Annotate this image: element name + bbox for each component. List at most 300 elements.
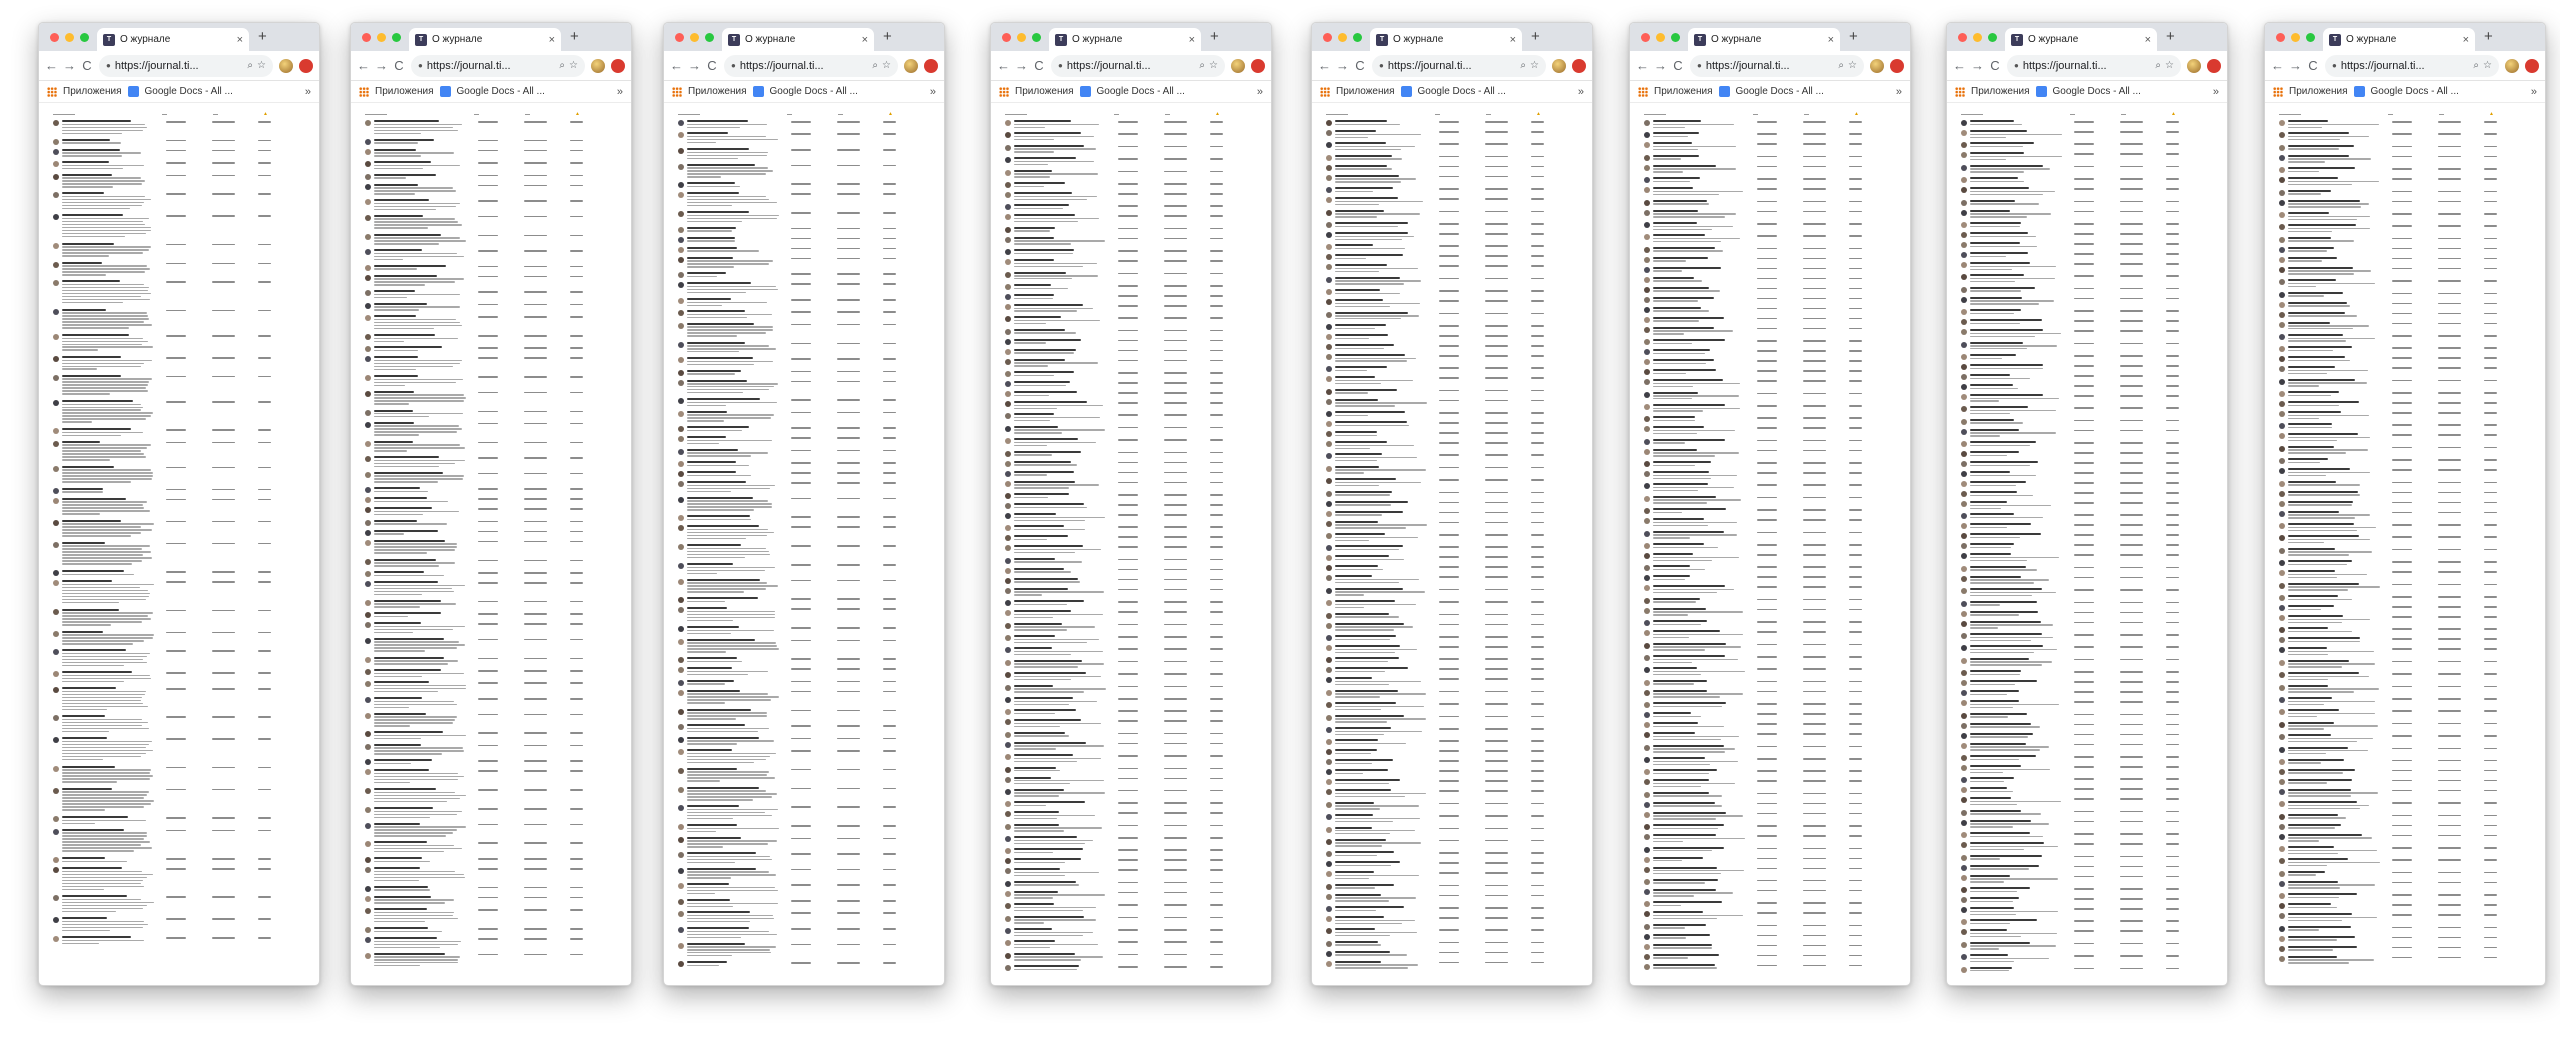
- table-row[interactable]: [1644, 415, 1900, 425]
- table-row[interactable]: [365, 173, 621, 183]
- author-name[interactable]: [1653, 911, 1703, 913]
- table-row[interactable]: [365, 558, 621, 570]
- author-name[interactable]: [1335, 600, 1395, 602]
- author-name[interactable]: [687, 515, 750, 517]
- author-name[interactable]: [62, 488, 103, 490]
- table-row[interactable]: [1326, 520, 1582, 532]
- table-row[interactable]: [1005, 470, 1261, 480]
- author-name[interactable]: [1970, 491, 2017, 493]
- table-row[interactable]: [1644, 316, 1900, 326]
- table-row[interactable]: [1326, 276, 1582, 288]
- author-name[interactable]: [1653, 496, 1716, 498]
- author-name[interactable]: [62, 356, 121, 358]
- author-name[interactable]: [1653, 934, 1710, 936]
- table-row[interactable]: [53, 736, 309, 764]
- table-row[interactable]: [1005, 119, 1261, 131]
- author-name[interactable]: [374, 540, 445, 542]
- author-name[interactable]: [1014, 777, 1051, 779]
- table-row[interactable]: [1326, 726, 1582, 738]
- table-row[interactable]: [2279, 211, 2535, 223]
- reload-button[interactable]: C: [1034, 58, 1044, 73]
- author-name[interactable]: [1335, 521, 1378, 523]
- minimize-window-button[interactable]: [1338, 33, 1347, 42]
- extension-red-icon[interactable]: [924, 59, 938, 73]
- author-name[interactable]: [687, 911, 750, 913]
- author-name[interactable]: [1653, 379, 1723, 381]
- author-name[interactable]: [1970, 887, 2030, 889]
- table-row[interactable]: [1961, 428, 2217, 440]
- table-row[interactable]: [1961, 689, 2217, 699]
- table-row[interactable]: [365, 570, 621, 580]
- author-name[interactable]: [1970, 441, 2036, 443]
- table-row[interactable]: [1005, 890, 1261, 902]
- author-name[interactable]: [687, 211, 749, 213]
- table-row[interactable]: [365, 926, 621, 936]
- table-row[interactable]: [53, 333, 309, 355]
- sort-star-icon[interactable]: ▲: [263, 111, 268, 117]
- table-row[interactable]: [678, 448, 934, 460]
- author-name[interactable]: [1014, 132, 1081, 134]
- table-row[interactable]: [1644, 910, 1900, 922]
- author-name[interactable]: [2288, 200, 2360, 202]
- table-row[interactable]: [1326, 622, 1582, 634]
- close-tab-icon[interactable]: ×: [2462, 33, 2469, 46]
- author-name[interactable]: [2288, 423, 2332, 425]
- bookmark-star-icon[interactable]: ☆: [2483, 60, 2492, 71]
- table-row[interactable]: [1961, 786, 2217, 796]
- table-row[interactable]: [1644, 943, 1900, 953]
- table-row[interactable]: [678, 867, 934, 883]
- table-row[interactable]: [1005, 437, 1261, 449]
- author-name[interactable]: [1970, 576, 2021, 578]
- author-name[interactable]: [1335, 702, 1396, 704]
- table-row[interactable]: [1961, 273, 2217, 285]
- table-row[interactable]: [2279, 582, 2535, 594]
- author-name[interactable]: [1970, 242, 2020, 244]
- author-name[interactable]: [1970, 394, 2043, 396]
- author-name[interactable]: [1335, 802, 1374, 804]
- author-name[interactable]: [374, 953, 445, 955]
- table-row[interactable]: [1644, 866, 1900, 878]
- author-name[interactable]: [1335, 667, 1408, 669]
- author-name[interactable]: [1653, 769, 1717, 771]
- table-row[interactable]: [1644, 953, 1900, 963]
- author-name[interactable]: [374, 215, 423, 217]
- table-row[interactable]: [678, 910, 934, 926]
- author-name[interactable]: [1014, 249, 1074, 251]
- table-row[interactable]: [1644, 756, 1900, 768]
- table-row[interactable]: [1961, 587, 2217, 599]
- table-row[interactable]: [1961, 119, 2217, 129]
- table-row[interactable]: [365, 421, 621, 440]
- author-name[interactable]: [2288, 401, 2359, 403]
- extension-red-icon[interactable]: [611, 59, 625, 73]
- table-row[interactable]: [1644, 607, 1900, 619]
- maximize-window-button[interactable]: [392, 33, 401, 42]
- author-name[interactable]: [1653, 518, 1704, 520]
- address-bar[interactable]: [2007, 55, 2181, 77]
- author-name[interactable]: [2288, 615, 2343, 617]
- author-name[interactable]: [2288, 734, 2331, 736]
- author-name[interactable]: [62, 149, 120, 151]
- author-name[interactable]: [374, 769, 429, 771]
- table-row[interactable]: [2279, 659, 2535, 671]
- table-row[interactable]: [1644, 348, 1900, 358]
- author-name[interactable]: [374, 886, 428, 888]
- table-row[interactable]: [678, 514, 934, 524]
- table-row[interactable]: [1961, 600, 2217, 610]
- author-name[interactable]: [1335, 575, 1372, 577]
- author-name[interactable]: [1014, 513, 1056, 515]
- bookmark-apps[interactable]: Приложения: [688, 86, 747, 97]
- author-name[interactable]: [1335, 739, 1378, 741]
- table-row[interactable]: [1326, 778, 1582, 788]
- table-row[interactable]: [1961, 440, 2217, 450]
- author-name[interactable]: [374, 759, 432, 761]
- table-row[interactable]: [1326, 174, 1582, 186]
- author-name[interactable]: [2288, 548, 2335, 550]
- reload-button[interactable]: C: [1355, 58, 1365, 73]
- table-row[interactable]: [365, 519, 621, 529]
- author-name[interactable]: [1653, 575, 1690, 577]
- table-row[interactable]: [53, 648, 309, 670]
- author-name[interactable]: [374, 807, 433, 809]
- table-row[interactable]: [53, 608, 309, 630]
- author-name[interactable]: [687, 852, 756, 854]
- author-name[interactable]: [1970, 611, 2038, 613]
- table-row[interactable]: [1005, 800, 1261, 810]
- author-name[interactable]: [1014, 623, 1062, 625]
- author-name[interactable]: [1970, 588, 2042, 590]
- table-row[interactable]: [1644, 378, 1900, 390]
- extension-avatar-icon[interactable]: [1552, 59, 1566, 73]
- table-row[interactable]: [1961, 221, 2217, 231]
- author-name[interactable]: [1014, 535, 1068, 537]
- table-row[interactable]: [1644, 425, 1900, 437]
- table-row[interactable]: [2279, 422, 2535, 432]
- author-name[interactable]: [1653, 142, 1692, 144]
- table-row[interactable]: [1961, 308, 2217, 318]
- table-row[interactable]: [1961, 928, 2217, 940]
- author-name[interactable]: [2288, 132, 2349, 134]
- table-row[interactable]: [365, 302, 621, 314]
- author-name[interactable]: [1014, 349, 1076, 351]
- table-row[interactable]: [1644, 823, 1900, 833]
- author-name[interactable]: [1014, 438, 1078, 440]
- maximize-window-button[interactable]: [2306, 33, 2315, 42]
- author-name[interactable]: [374, 612, 441, 614]
- bookmark-star-icon[interactable]: ☆: [2165, 60, 2174, 71]
- author-name[interactable]: [1335, 431, 1377, 433]
- author-name[interactable]: [1335, 635, 1396, 637]
- table-row[interactable]: [1644, 256, 1900, 266]
- table-row[interactable]: [1644, 276, 1900, 286]
- table-row[interactable]: [1005, 380, 1261, 390]
- author-name[interactable]: [1014, 858, 1081, 860]
- more-bookmarks-icon[interactable]: »: [1895, 85, 1902, 98]
- table-row[interactable]: [53, 374, 309, 399]
- zoom-icon[interactable]: ⌕: [247, 60, 254, 71]
- table-row[interactable]: [1961, 966, 2217, 976]
- table-row[interactable]: [365, 611, 621, 621]
- author-name[interactable]: [1653, 847, 1724, 849]
- table-row[interactable]: [53, 787, 309, 815]
- address-bar[interactable]: [1051, 55, 1225, 77]
- table-row[interactable]: [1961, 418, 2217, 428]
- table-row[interactable]: [2279, 604, 2535, 614]
- table-row[interactable]: [1326, 410, 1582, 420]
- table-row[interactable]: [365, 936, 621, 952]
- table-row[interactable]: [53, 670, 309, 686]
- author-name[interactable]: [1335, 906, 1404, 908]
- author-name[interactable]: [1335, 254, 1403, 256]
- table-row[interactable]: [1644, 689, 1900, 701]
- author-name[interactable]: [1335, 565, 1378, 567]
- table-row[interactable]: [1961, 383, 2217, 393]
- author-name[interactable]: [2288, 356, 2345, 358]
- table-row[interactable]: [1326, 243, 1582, 253]
- author-name[interactable]: [687, 380, 747, 382]
- author-name[interactable]: [1335, 677, 1372, 679]
- author-name[interactable]: [687, 544, 741, 546]
- table-row[interactable]: [1644, 791, 1900, 801]
- table-row[interactable]: [1005, 634, 1261, 646]
- author-name[interactable]: [1970, 566, 2026, 568]
- table-row[interactable]: [1961, 141, 2217, 151]
- author-name[interactable]: [2288, 292, 2343, 294]
- zoom-icon[interactable]: ⌕: [2473, 60, 2480, 71]
- author-name[interactable]: [1653, 802, 1715, 804]
- table-row[interactable]: [678, 226, 934, 236]
- new-tab-button[interactable]: +: [883, 28, 892, 45]
- author-name[interactable]: [374, 581, 438, 583]
- table-row[interactable]: [53, 427, 309, 439]
- author-name[interactable]: [1014, 461, 1071, 463]
- author-name[interactable]: [1335, 120, 1387, 122]
- zoom-icon[interactable]: ⌕: [872, 60, 879, 71]
- table-row[interactable]: [2279, 378, 2535, 390]
- table-row[interactable]: [1005, 544, 1261, 556]
- author-name[interactable]: [687, 525, 759, 527]
- author-name[interactable]: [1335, 951, 1390, 953]
- extension-avatar-icon[interactable]: [591, 59, 605, 73]
- table-row[interactable]: [2279, 445, 2535, 457]
- author-name[interactable]: [1014, 214, 1075, 216]
- table-row[interactable]: [1644, 246, 1900, 256]
- author-name[interactable]: [1014, 272, 1066, 274]
- table-row[interactable]: [1326, 430, 1582, 440]
- author-name[interactable]: [374, 199, 429, 201]
- author-name[interactable]: [1335, 366, 1387, 368]
- table-row[interactable]: [1326, 838, 1582, 850]
- author-name[interactable]: [374, 334, 435, 336]
- author-name[interactable]: [1335, 814, 1373, 816]
- author-name[interactable]: [374, 422, 414, 424]
- table-row[interactable]: [1961, 632, 2217, 644]
- author-name[interactable]: [1970, 690, 2019, 692]
- author-name[interactable]: [1970, 120, 2014, 122]
- author-name[interactable]: [1970, 700, 2019, 702]
- table-row[interactable]: [1326, 333, 1582, 343]
- table-row[interactable]: [1961, 764, 2217, 776]
- table-row[interactable]: [53, 465, 309, 487]
- author-name[interactable]: [1014, 170, 1052, 172]
- author-name[interactable]: [62, 609, 119, 611]
- table-row[interactable]: [1644, 721, 1900, 731]
- extension-red-icon[interactable]: [2525, 59, 2539, 73]
- author-name[interactable]: [2288, 570, 2335, 572]
- author-name[interactable]: [2288, 523, 2354, 525]
- close-tab-icon[interactable]: ×: [1827, 33, 1834, 46]
- author-name[interactable]: [1014, 120, 1071, 122]
- table-row[interactable]: [1961, 251, 2217, 261]
- table-row[interactable]: [1326, 288, 1582, 298]
- table-row[interactable]: [1644, 619, 1900, 629]
- table-row[interactable]: [365, 656, 621, 668]
- author-name[interactable]: [1970, 787, 2007, 789]
- author-name[interactable]: [1014, 237, 1054, 239]
- table-row[interactable]: [1005, 258, 1261, 270]
- author-name[interactable]: [1653, 257, 1708, 259]
- zoom-icon[interactable]: ⌕: [2155, 60, 2162, 71]
- table-row[interactable]: [1644, 933, 1900, 943]
- author-name[interactable]: [1014, 742, 1086, 744]
- table-row[interactable]: [1644, 221, 1900, 233]
- table-row[interactable]: [1005, 370, 1261, 380]
- author-name[interactable]: [1970, 200, 2015, 202]
- table-row[interactable]: [53, 856, 309, 866]
- table-row[interactable]: [53, 355, 309, 374]
- table-row[interactable]: [1644, 552, 1900, 564]
- table-row[interactable]: [678, 679, 934, 689]
- author-name[interactable]: [1014, 192, 1072, 194]
- table-row[interactable]: [1326, 298, 1582, 310]
- author-name[interactable]: [1970, 461, 2038, 463]
- author-name[interactable]: [1014, 401, 1087, 403]
- table-row[interactable]: [365, 374, 621, 390]
- more-bookmarks-icon[interactable]: »: [1256, 85, 1263, 98]
- author-name[interactable]: [374, 375, 418, 377]
- table-row[interactable]: [678, 379, 934, 398]
- author-name[interactable]: [2288, 190, 2331, 192]
- author-name[interactable]: [1653, 461, 1711, 463]
- table-row[interactable]: [678, 271, 934, 281]
- table-row[interactable]: [365, 621, 621, 637]
- author-name[interactable]: [1970, 471, 2010, 473]
- table-row[interactable]: [1005, 927, 1261, 939]
- bookmark-google-docs[interactable]: Google Docs - All ...: [1096, 86, 1185, 97]
- author-name[interactable]: [2288, 433, 2358, 435]
- table-row[interactable]: [1326, 510, 1582, 520]
- author-name[interactable]: [62, 375, 121, 377]
- author-name[interactable]: [687, 883, 729, 885]
- table-row[interactable]: [1644, 778, 1900, 790]
- table-row[interactable]: [1644, 296, 1900, 306]
- table-row[interactable]: [1961, 657, 2217, 669]
- author-name[interactable]: [1014, 767, 1056, 769]
- table-row[interactable]: [365, 885, 621, 895]
- table-row[interactable]: [1644, 744, 1900, 756]
- table-row[interactable]: [53, 497, 309, 519]
- back-button[interactable]: ←: [670, 58, 683, 73]
- table-row[interactable]: [1326, 714, 1582, 726]
- author-name[interactable]: [1335, 354, 1405, 356]
- table-row[interactable]: [1644, 711, 1900, 721]
- forward-button[interactable]: →: [63, 58, 76, 73]
- author-name[interactable]: [1970, 451, 2019, 453]
- table-row[interactable]: [1961, 712, 2217, 722]
- table-row[interactable]: [53, 261, 309, 280]
- author-name[interactable]: [1970, 743, 2026, 745]
- author-name[interactable]: [2288, 583, 2359, 585]
- close-tab-icon[interactable]: ×: [548, 33, 555, 46]
- table-row[interactable]: [1961, 620, 2217, 632]
- table-row[interactable]: [1644, 731, 1900, 743]
- close-window-button[interactable]: [2276, 33, 2285, 42]
- table-row[interactable]: [1961, 918, 2217, 928]
- close-window-button[interactable]: [675, 33, 684, 42]
- author-name[interactable]: [1335, 277, 1400, 279]
- author-name[interactable]: [1970, 621, 2041, 623]
- table-row[interactable]: [365, 712, 621, 731]
- author-name[interactable]: [1335, 312, 1408, 314]
- author-name[interactable]: [2288, 247, 2334, 249]
- table-row[interactable]: [678, 836, 934, 852]
- author-name[interactable]: [1970, 419, 2014, 421]
- table-row[interactable]: [1961, 480, 2217, 490]
- table-row[interactable]: [678, 708, 934, 724]
- author-name[interactable]: [374, 487, 420, 489]
- table-row[interactable]: [1644, 306, 1900, 316]
- author-name[interactable]: [687, 805, 739, 807]
- table-row[interactable]: [2279, 636, 2535, 646]
- author-name[interactable]: [1335, 324, 1386, 326]
- new-tab-button[interactable]: +: [1210, 28, 1219, 45]
- new-tab-button[interactable]: +: [2484, 28, 2493, 45]
- table-row[interactable]: [2279, 594, 2535, 604]
- author-name[interactable]: [687, 497, 753, 499]
- author-name[interactable]: [2288, 660, 2349, 662]
- table-row[interactable]: [365, 198, 621, 214]
- table-row[interactable]: [2279, 534, 2535, 546]
- author-name[interactable]: [1653, 620, 1707, 622]
- table-row[interactable]: [1961, 742, 2217, 754]
- author-name[interactable]: [1653, 222, 1697, 224]
- table-row[interactable]: [1326, 196, 1582, 208]
- author-name[interactable]: [687, 927, 749, 929]
- author-name[interactable]: [1014, 391, 1077, 393]
- author-name[interactable]: [687, 237, 735, 239]
- table-row[interactable]: [1005, 450, 1261, 460]
- author-name[interactable]: [62, 687, 116, 689]
- author-name[interactable]: [1014, 903, 1054, 905]
- table-row[interactable]: [1326, 564, 1582, 574]
- table-row[interactable]: [365, 895, 621, 907]
- author-name[interactable]: [1653, 132, 1699, 134]
- close-tab-icon[interactable]: ×: [861, 33, 868, 46]
- author-name[interactable]: [1970, 832, 2030, 834]
- table-row[interactable]: [1644, 517, 1900, 529]
- table-row[interactable]: [365, 758, 621, 768]
- author-name[interactable]: [1014, 732, 1065, 734]
- table-row[interactable]: [1644, 176, 1900, 186]
- table-row[interactable]: [678, 191, 934, 210]
- author-name[interactable]: [1653, 690, 1707, 692]
- author-name[interactable]: [687, 323, 754, 325]
- bookmark-apps[interactable]: Приложения: [1336, 86, 1395, 97]
- table-row[interactable]: [53, 765, 309, 787]
- table-row[interactable]: [365, 264, 621, 274]
